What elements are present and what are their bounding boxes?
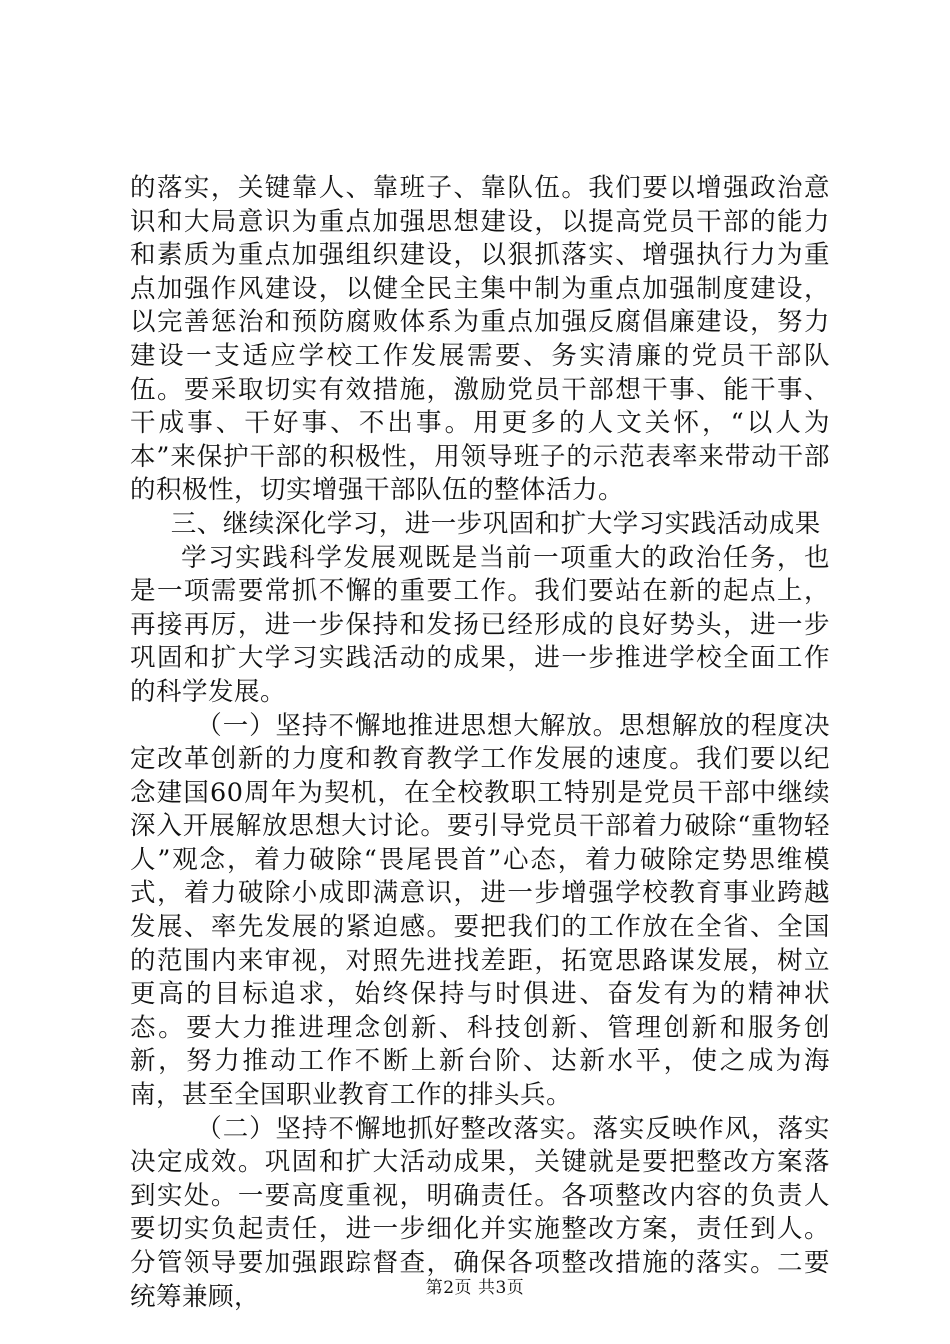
paragraph-item-1: （一）坚持不懈地推进思想大解放。思想解放的程度决定改革创新的力度和教育教学工作发展的速度。我们要以纪念建国60周年为契机，在全校教职工特别是党员干部中继续深入开展解放思想大讨论。要引导党员干部着力破除“重物轻人”观念，着力破除“畏尾畏首”心态，着力破除定势思维模式，着力破除小成即满意识，进一步增强学校教育事业跨越发展、率先发展的紧迫感。要把我们的工作放在全省、全国的范围内来审视，对照先进找差距，拓宽思路谋发展，树立更高的目标追求，始终保持与时俱进、奋发有为的精神状态。要大力推进理念创新、科技创新、管理创新和服务创新，努力推动工作不断上新台阶、达新水平，使之成为海南，甚至全国职业教育工作的排头兵。 xyxy=(130,710,830,1111)
section-heading: 三、继续深化学习，进一步巩固和扩大学习实践活动成果 xyxy=(170,508,821,539)
paragraph-continuation: 的落实，关键靠人、靠班子、靠队伍。我们要以增强政治意识和大局意识为重点加强思想建设，以提高党员干部的能力和素质为重点加强组织建设，以狠抓落实、增强执行力为重点加强作风建设，以健全民主集中制为重点加强制度建设，以完善惩治和预防腐败体系为重点加强反腐倡廉建设，努力建设一支适应学校工作发展需要、务实清廉的党员干部队伍。要采取切实有效措施，激励党员干部想干事、能干事、干成事、干好事、不出事。用更多的人文关怀，“以人为本”来保护干部的积极性，用领导班子的示范表率来带动干部的积极性，切实增强干部队伍的整体活力。 xyxy=(130,173,830,506)
paragraph-intro: 学习实践科学发展观既是当前一项重大的政治任务，也是一项需要常抓不懈的重要工作。我们要站在新的起点上，再接再厉，进一步保持和发扬已经形成的良好势头，进一步巩固和扩大学习实践活动的成果，进一步推进学校全面工作的科学发展。 xyxy=(130,542,830,707)
page-number-footer: 第2页 共3页 xyxy=(425,1278,525,1298)
paragraph-item-2: （二）坚持不懈地抓好整改落实。落实反映作风，落实决定成效。巩固和扩大活动成果，关键就是要把整改方案落到实处。一要高度重视，明确责任。各项整改内容的负责人要切实负起责任，进一步细化并实施整改方案，责任到人。分管领导要加强跟踪督查，确保各项整改措施的落实。二要统筹兼顾， xyxy=(130,1113,830,1312)
document-body xyxy=(130,172,830,1314)
